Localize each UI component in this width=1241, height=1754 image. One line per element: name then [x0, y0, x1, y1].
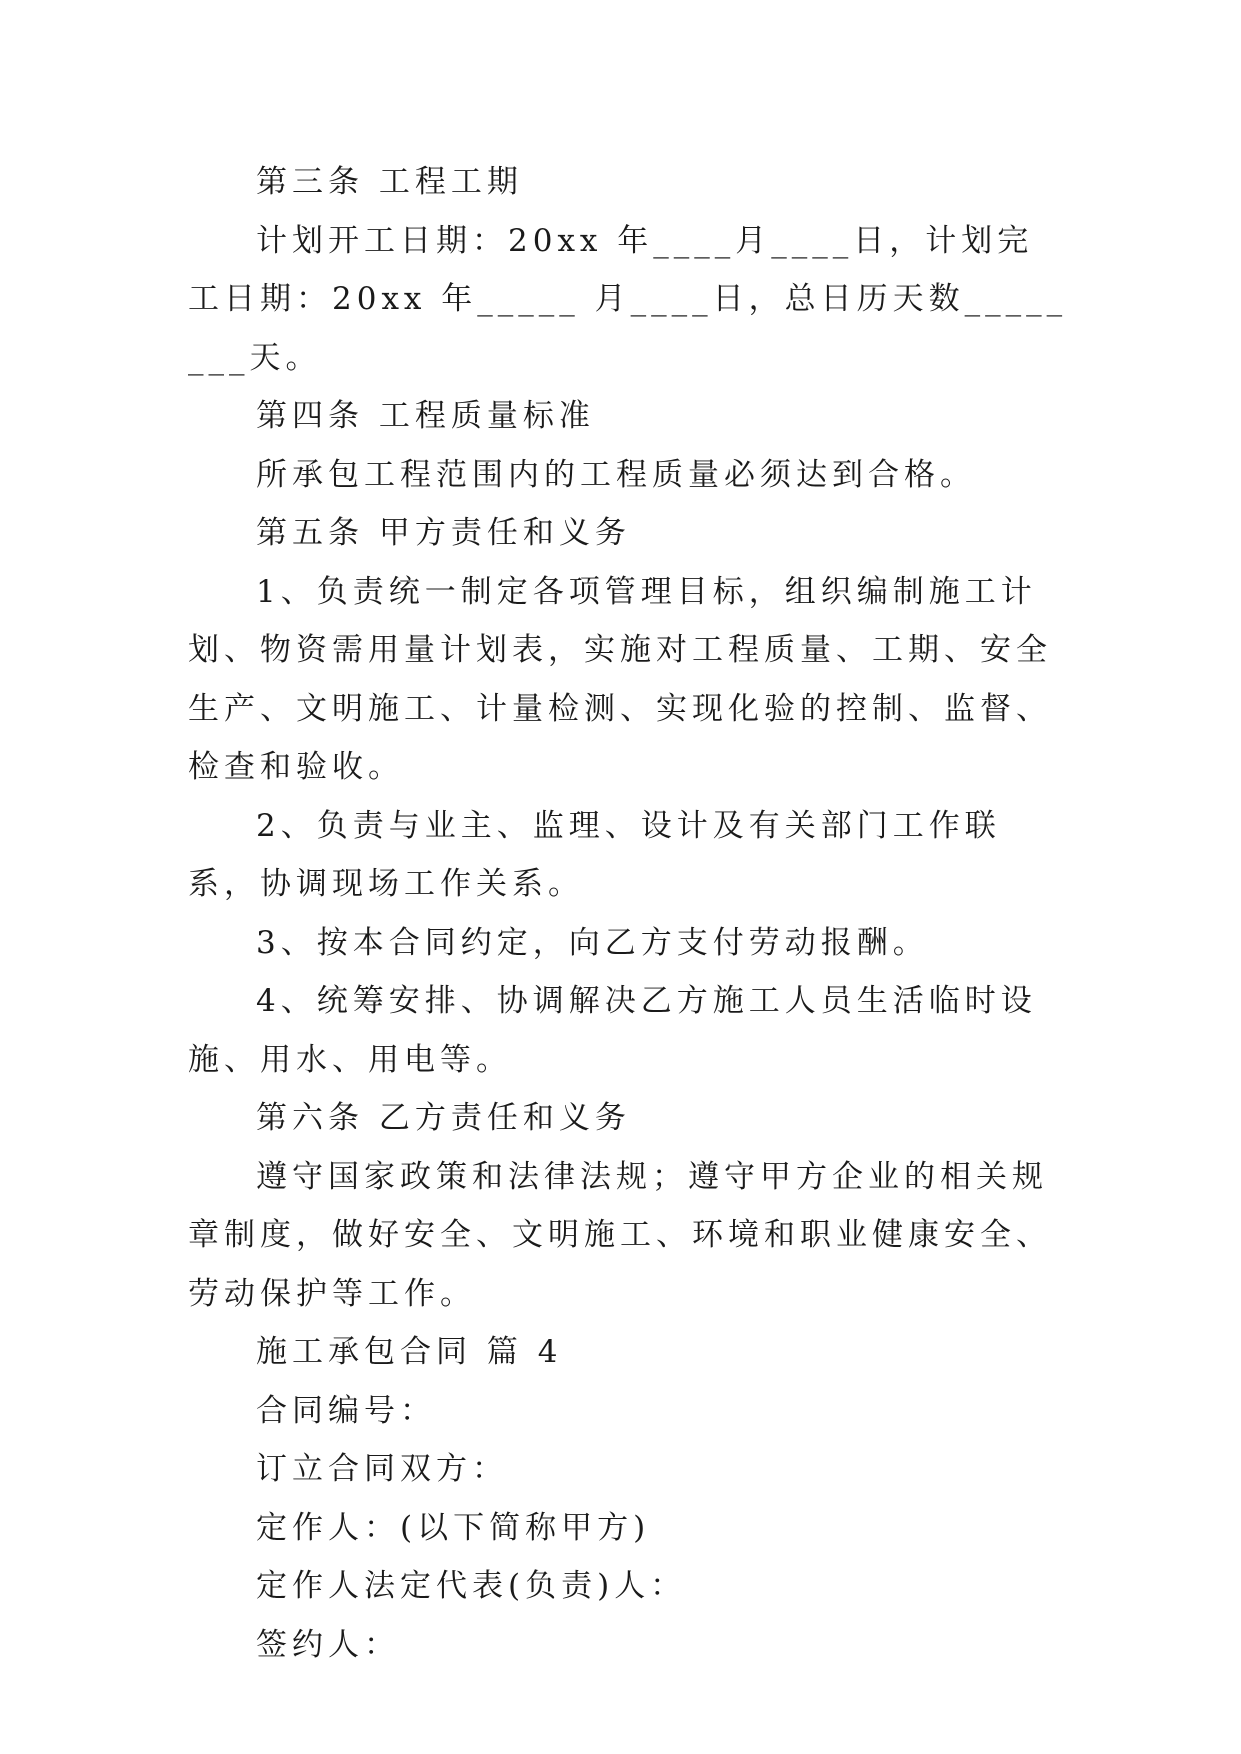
contract-title-part-4: 施工承包合同 篇 4 [256, 1334, 563, 1370]
paragraph-party-a-item-3: 3、按本合同约定，向乙方支付劳动报酬。 [256, 924, 929, 961]
orderer-line: 定作人：(以下简称甲方) [256, 1509, 651, 1546]
paragraph-party-a-item-1: 1、负责统一制定各项管理目标，组织编制施工计划、物资需用量计划表，实施对工程质量、工期、安全生产、文明施工、计量检测、实现化验的控制、监督、检查和验收。 [188, 573, 1052, 785]
paragraph-schedule-dates: 计划开工日期：20xx 年____月____日，计划完工日期：20xx 年_____ 月____日，总日历天数________天。 [188, 222, 1068, 376]
section-heading-article-3: 第三条 工程工期 [256, 164, 523, 200]
section-heading-article-5: 第五条 甲方责任和义务 [256, 515, 631, 551]
legal-representative-line: 定作人法定代表(负责)人： [256, 1568, 687, 1604]
paragraph-quality-standard: 所承包工程范围内的工程质量必须达到合格。 [256, 456, 976, 493]
contract-number-line: 合同编号： [256, 1392, 436, 1429]
paragraph-party-b-duties: 遵守国家政策和法律法规；遵守甲方企业的相关规章制度，做好安全、文明施工、环境和职业健康安全、劳动保护等工作。 [188, 1158, 1052, 1312]
section-heading-article-6: 第六条 乙方责任和义务 [256, 1100, 631, 1136]
document-body [188, 153, 1068, 1674]
contracting-parties-line: 订立合同双方： [256, 1451, 508, 1487]
paragraph-party-a-item-4: 4、统筹安排、协调解决乙方施工人员生活临时设施、用水、用电等。 [188, 983, 1037, 1078]
signatory-line: 签约人： [256, 1626, 400, 1663]
paragraph-party-a-item-2: 2、负责与业主、监理、设计及有关部门工作联系，协调现场工作关系。 [188, 807, 1001, 902]
section-heading-article-4: 第四条 工程质量标准 [256, 398, 595, 434]
